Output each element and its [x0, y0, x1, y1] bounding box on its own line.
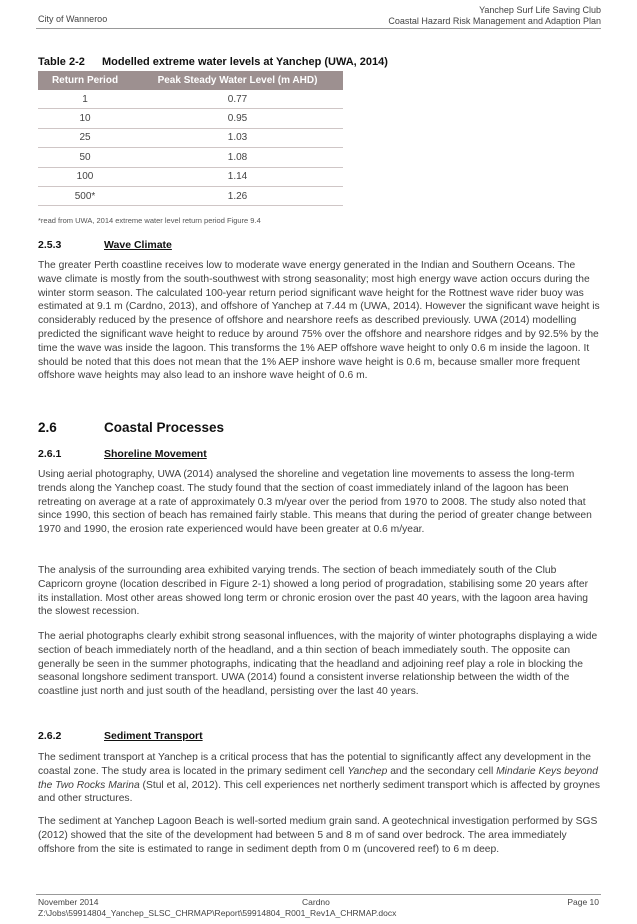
- section-title: Shoreline Movement: [104, 448, 207, 460]
- header-project: [388, 5, 601, 27]
- heading-wave-climate: [38, 239, 172, 251]
- section-number: 2.5.3: [38, 239, 62, 251]
- paragraph-sediment-1: [38, 751, 601, 806]
- water-level-cell: 1.03: [132, 128, 343, 147]
- water-level-cell: 1.08: [132, 148, 343, 167]
- table-caption: [38, 56, 388, 68]
- section-title: Sediment Transport: [104, 730, 203, 742]
- sediment-text-b: and the secondary cell: [387, 765, 497, 777]
- table-row: [38, 148, 343, 167]
- water-level-cell: 1.14: [132, 167, 343, 186]
- footer-company: Cardno: [302, 897, 330, 907]
- section-title: Wave Climate: [104, 239, 172, 251]
- paragraph-wave-climate: The greater Perth coastline receives low to moderate wave energy generated in the Indian and Southern Oceans. The wave climate is mostly from the south-southwest with strong seasonality; most high energy wave action occurs during the winter storm season. The calculated 100-year return period significant wave height for the Rottnest wave rider buoy was estimated at 9.1 m (Cardno, 2013), and offshore of Yanchep at 7.44 m (UWA, 2014). However the significant wave height is considerably reduced by the presence of offshore and nearshore reefs as described previously. UWA (2014) modelling predicted the significant wave height to reduce by around 75% over the offshore and nearshore ridges and by 92.5% by the time the wave was inside the lagoon. This transforms the 1% AEP offshore wave height to only 0.6 m inside the lagoon. It should be noted that this does not mean that the 1% AEP inshore wave height is 0.6 m, because smaller more frequent offshore wave heights may also lead to an inshore wave height of 0.6 m.: [38, 260, 600, 382]
- column-header-water-level: Peak Steady Water Level (m AHD): [132, 71, 343, 90]
- water-level-cell: 0.95: [132, 109, 343, 128]
- table-footnote: *read from UWA, 2014 extreme water level return period Figure 9.4: [38, 216, 261, 225]
- water-level-cell: 1.26: [132, 186, 343, 205]
- table-caption-number: Table 2-2: [38, 56, 85, 68]
- paragraph-sediment-2: The sediment at Yanchep Lagoon Beach is well-sorted medium grain sand. A geotechnical investigation performed by SGS (2012) showed that the site of the development had between 5 and 8 m of sand over bedrock. The area immediately offshore from the site is estimated to range in sediment depth from 0 m (uncovered reef) to 6 m deep.: [38, 816, 598, 855]
- footer-page-number: Page 10: [567, 897, 599, 907]
- header-divider: [36, 28, 601, 29]
- sediment-cell-primary: Yanchep: [347, 765, 388, 777]
- footer-date: November 2014: [38, 897, 99, 907]
- heading-sediment-transport: [38, 730, 203, 742]
- section-number: 2.6.1: [38, 448, 62, 460]
- footer-divider: [36, 894, 601, 895]
- sediment-text-a: The sediment transport at Yanchep is a critical process that has the potential to significantly affect any development in the coastal zone. The study area is located in the primary sediment cell: [38, 752, 591, 777]
- paragraph-shoreline-3: The aerial photographs clearly exhibit strong seasonal influences, with the majority of winter photographs displaying a wide section of beach immediately north of the headland, and a thin section of beach immediately south. The opposite can generally be seen in the summer photographs, indicating that the headland and adjoining reef play a role in blocking the seasonal longshore sediment transport. UWA (2014) found a consistent inverse relationship between the width of the coastline just north and just south of the headland, persisting over the last 40 years.: [38, 631, 598, 698]
- heading-coastal-processes: [38, 420, 224, 435]
- table-row: [38, 90, 343, 109]
- header-project-line2: Coastal Hazard Risk Management and Adaption Plan: [388, 16, 601, 26]
- header-project-line1: Yanchep Surf Life Saving Club: [479, 5, 601, 15]
- section-title: Coastal Processes: [104, 420, 225, 435]
- water-level-cell: 0.77: [132, 90, 343, 109]
- return-period-cell: 10: [38, 109, 132, 128]
- return-period-cell: 100: [38, 167, 132, 186]
- section-number: 2.6.2: [38, 730, 62, 742]
- table-caption-title: Modelled extreme water levels at Yanchep (UWA, 2014): [102, 56, 388, 68]
- return-period-cell: 25: [38, 128, 132, 147]
- sediment-text-c: (Stul et al, 2012). This cell experiences net northerly sediment transport which is affected by groynes and other structures.: [38, 779, 601, 805]
- water-level-table: [38, 71, 343, 206]
- table-row: [38, 109, 343, 128]
- footer-file-path: Z:\Jobs\59914804_Yanchep_SLSC_CHRMAP\Report\59914804_R001_Rev1A_CHRMAP.docx: [38, 908, 397, 918]
- header-organisation: City of Wanneroo: [38, 14, 108, 24]
- table-row: [38, 186, 343, 205]
- heading-shoreline-movement: [38, 448, 207, 460]
- sediment-cell-secondary: Mindarie Keys beyond the Two Rocks Marina: [38, 765, 598, 791]
- return-period-cell: 500*: [38, 186, 132, 205]
- return-period-cell: 1: [38, 90, 132, 109]
- table-row: [38, 128, 343, 147]
- paragraph-shoreline-1: Using aerial photography, UWA (2014) analysed the shoreline and vegetation line movements to assess the long-term trends along the Yanchep coast. The study found that the section of coast immediately inland of the lagoon has been retreating on average at a rate of approximately 0.3 m/year over the period from 1970 to 2008. The study also noted that since 1990, this section of beach has remained fairly stable. This means that during the period of greater change between 1970 and 1990, the erosion rate experienced would have been greater at 0.6 m/year.: [38, 469, 592, 536]
- table-row: [38, 167, 343, 186]
- table-header-row: [38, 71, 343, 90]
- column-header-return-period: Return Period: [38, 71, 132, 90]
- section-number: 2.6: [38, 420, 57, 435]
- paragraph-shoreline-2: The analysis of the surrounding area exhibited varying trends. The section of beach immediately south of the Club Capricorn groyne (location described in Figure 2-1) showed a long period of progradation, stabilising some 20 years after its installation. Most other areas showed long term or chronic erosion over the past 40 years, with the lagoon area having the slowest recession.: [38, 565, 589, 618]
- return-period-cell: 50: [38, 148, 132, 167]
